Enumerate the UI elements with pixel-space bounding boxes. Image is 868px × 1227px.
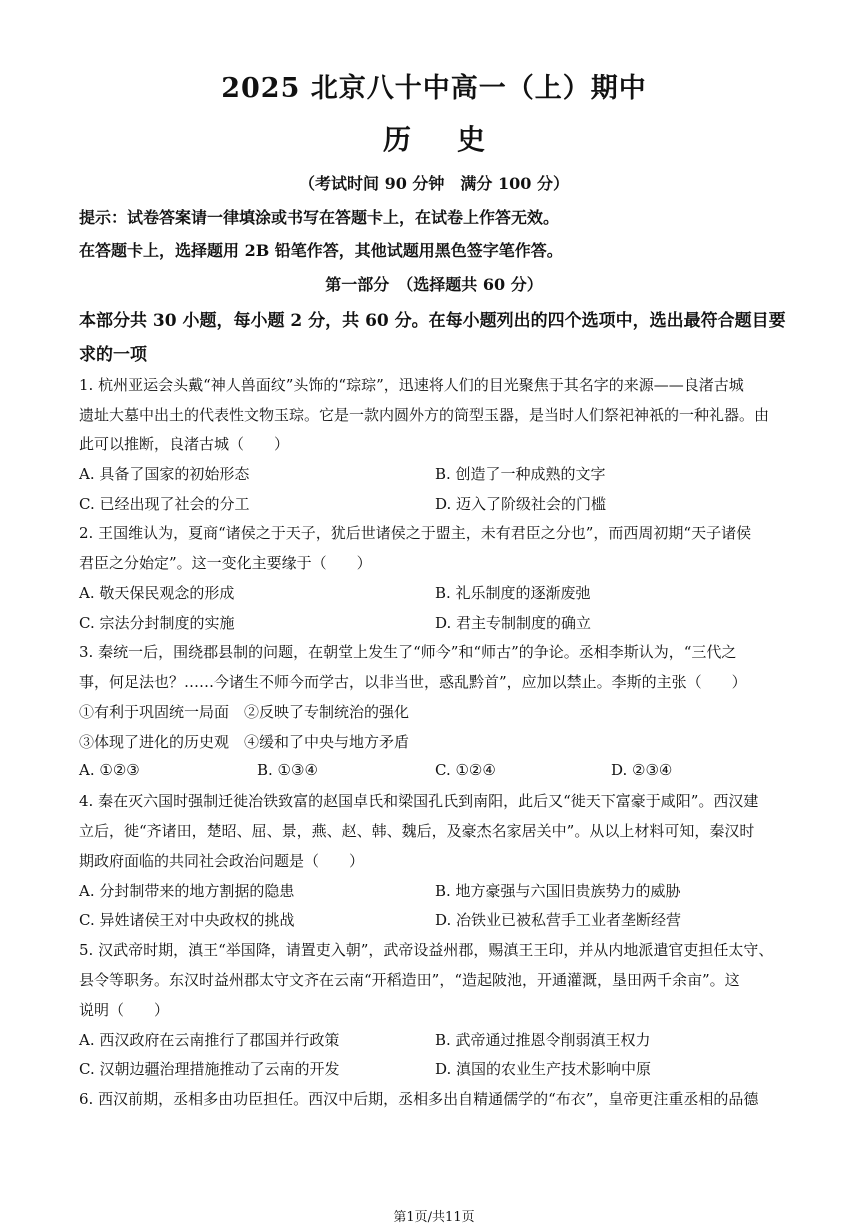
question-1-option-d: D. 迈入了阶级社会的门槛 xyxy=(435,495,607,513)
question-6-line-1: 6. 西汉前期，丞相多由功臣担任。西汉中后期，丞相多出自精通儒学的“布衣”，皇帝更注重丞相的品德 xyxy=(79,1090,759,1108)
question-2-option-d: D. 君主专制制度的确立 xyxy=(435,614,592,632)
question-3-line-2: 事，何足法也？……今诸生不师今而学古，以非当世，惑乱黔首”，应加以禁止。李斯的主张（ ） xyxy=(79,673,747,691)
question-4-option-d: D. 冶铁业已被私营手工业者垄断经营 xyxy=(435,911,682,929)
question-5-line-3: 说明（ ） xyxy=(79,1001,170,1019)
question-1-option-a: A. 具备了国家的初始形态 xyxy=(79,465,250,483)
question-3-line-4: ③体现了进化的历史观 ④缓和了中央与地方矛盾 xyxy=(79,733,410,751)
question-3-option-c: C. ①②④ xyxy=(435,761,496,779)
question-5-option-d: D. 滇国的农业生产技术影响中原 xyxy=(435,1060,652,1078)
question-3-option-b: B. ①③④ xyxy=(257,761,318,779)
section-title: 第一部分 （选择题共 60 分） xyxy=(325,275,543,294)
question-5-line-2: 县令等职务。东汉时益州郡太守文齐在云南“开稻造田”，“造起陂池，开通灌溉，垦田两千余亩”。这 xyxy=(79,971,740,989)
question-4-line-3: 期政府面临的共同社会政治问题是（ ） xyxy=(79,852,365,870)
question-1-line-2: 遗址大墓中出土的代表性文物玉琮。它是一款内圆外方的筒型玉器，是当时人们祭祀神祇的一种礼器。由 xyxy=(79,406,770,424)
question-1-line-1: 1. 杭州亚运会头戴“神人兽面纹”头饰的“琮琮”，迅速将人们的目光聚焦于其名字的来源——良渚古城 xyxy=(79,376,744,394)
page-footer: 第1页/共11页 xyxy=(393,1210,475,1225)
question-2-option-c: C. 宗法分封制度的实施 xyxy=(79,614,235,632)
question-5-line-1: 5. 汉武帝时期，滇王“举国降，请置吏入朝”，武帝设益州郡，赐滇王王印，并从内地派遣官吏担任太守、 xyxy=(79,941,774,959)
question-5-option-b: B. 武帝通过推恩令削弱滇王权力 xyxy=(435,1031,651,1049)
question-1-option-b: B. 创造了一种成熟的文字 xyxy=(435,465,606,483)
question-5-option-c: C. 汉朝边疆治理措施推动了云南的开发 xyxy=(79,1060,340,1078)
question-2-option-b: B. 礼乐制度的逐渐废弛 xyxy=(435,584,591,602)
question-3-line-3: ①有利于巩固统一局面 ②反映了专制统治的强化 xyxy=(79,703,410,721)
question-3-option-d: D. ②③④ xyxy=(611,761,673,779)
question-2-line-1: 2. 王国维认为，夏商“诸侯之于天子，犹后世诸侯之于盟主，未有君臣之分也”，而西周初期“天子诸侯 xyxy=(79,524,752,542)
question-4-option-a: A. 分封制带来的地方割据的隐患 xyxy=(79,882,295,900)
question-4-option-b: B. 地方豪强与六国旧贵族势力的威胁 xyxy=(435,882,681,900)
question-1-option-c: C. 已经出现了社会的分工 xyxy=(79,495,250,513)
question-2-option-a: A. 敬天保民观念的形成 xyxy=(79,584,235,602)
question-4-option-c: C. 异姓诸侯王对中央政权的挑战 xyxy=(79,911,295,929)
question-3-option-a: A. ①②③ xyxy=(79,761,140,779)
question-4-line-2: 立后，徙“齐诸田，楚昭、屈、景，燕、赵、韩、魏后，及豪杰名家居关中”。从以上材料可知，秦汉时 xyxy=(79,822,755,840)
notice-line-1: 提示：试卷答案请一律填涂或书写在答题卡上，在试卷上作答无效。 xyxy=(79,208,560,227)
section-instruction-2: 求的一项 xyxy=(79,345,147,365)
question-5-option-a: A. 西汉政府在云南推行了郡国并行政策 xyxy=(79,1031,340,1049)
notice-line-2: 在答题卡上，选择题用 2B 铅笔作答，其他试题用黑色签字笔作答。 xyxy=(79,241,563,260)
section-instruction-1: 本部分共 30 小题，每小题 2 分，共 60 分。在每小题列出的四个选项中，选出最符合题目要 xyxy=(79,311,786,331)
question-3-line-1: 3. 秦统一后，围绕郡县制的问题，在朝堂上发生了“师今”和“师古”的争论。丞相李斯认为，“三代之 xyxy=(79,643,737,661)
subject-char-2: 史 xyxy=(457,123,486,156)
subject-char-1: 历 xyxy=(382,123,411,156)
exam-info: （考试时间 90 分钟 满分 100 分） xyxy=(299,174,569,193)
exam-title: 2025 北京八十中高一（上）期中 xyxy=(221,73,647,104)
question-1-line-3: 此可以推断，良渚古城（ ） xyxy=(79,435,290,453)
subject-title xyxy=(0,118,868,158)
question-2-line-2: 君臣之分始定”。这一变化主要缘于（ ） xyxy=(79,554,372,572)
question-4-line-1: 4. 秦在灭六国时强制迁徙冶铁致富的赵国卓氏和梁国孔氏到南阳，此后又“徙天下富豪于咸阳”。西汉建 xyxy=(79,792,759,810)
